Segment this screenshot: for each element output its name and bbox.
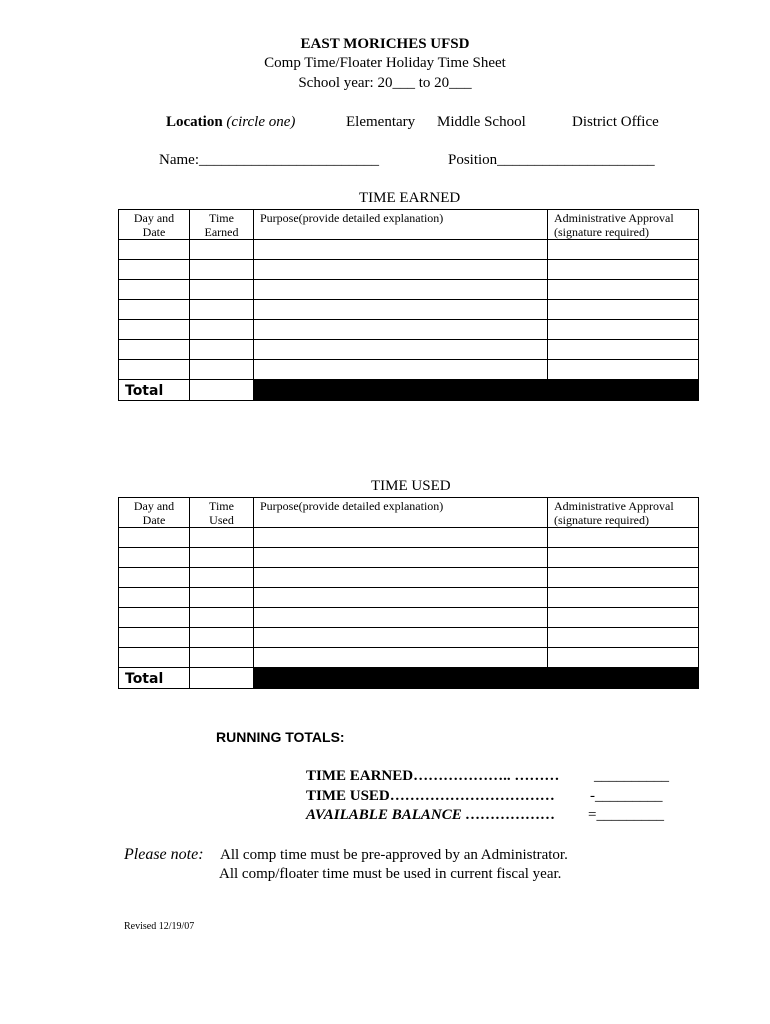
table-row <box>119 300 699 320</box>
cell-input[interactable] <box>254 320 548 340</box>
header-time-used: Time Used <box>190 498 254 528</box>
header-time-earned: Time Earned <box>190 210 254 240</box>
cell-input[interactable] <box>119 280 190 300</box>
form-title: Comp Time/Floater Holiday Time Sheet <box>264 55 506 71</box>
cell-input[interactable] <box>190 628 254 648</box>
cell-input[interactable] <box>254 648 548 668</box>
cell-input[interactable] <box>548 320 699 340</box>
cell-input[interactable] <box>254 568 548 588</box>
cell-input[interactable] <box>190 340 254 360</box>
table-row <box>119 340 699 360</box>
cell-input[interactable] <box>190 320 254 340</box>
cell-input[interactable] <box>119 360 190 380</box>
cell-input[interactable] <box>254 280 548 300</box>
table-row <box>119 260 699 280</box>
cell-input[interactable] <box>190 300 254 320</box>
cell-input[interactable] <box>548 648 699 668</box>
cell-input[interactable] <box>190 568 254 588</box>
table-row <box>119 548 699 568</box>
table-row <box>119 608 699 628</box>
cell-input[interactable] <box>119 548 190 568</box>
table-header-row <box>119 210 699 240</box>
time-used-total-field[interactable]: -_________ <box>590 788 663 804</box>
location-option-elementary[interactable]: Elementary <box>346 114 416 130</box>
cell-input[interactable] <box>119 628 190 648</box>
header-day-date: Day and Date <box>119 498 190 528</box>
available-balance-field[interactable]: =_________ <box>588 807 664 823</box>
time-earned-title: TIME EARNED <box>359 190 461 206</box>
header-approval: Administrative Approval (signature required) <box>548 498 699 528</box>
name-field[interactable]: Name:________________________ <box>159 152 379 168</box>
cell-input[interactable] <box>190 260 254 280</box>
cell-input[interactable] <box>254 608 548 628</box>
cell-input[interactable] <box>119 240 190 260</box>
available-balance-label: AVAILABLE BALANCE ……………… <box>306 807 556 823</box>
time-earned-total-label: TIME EARNED……………….. ……… <box>306 768 560 784</box>
cell-input[interactable] <box>190 280 254 300</box>
cell-input[interactable] <box>548 280 699 300</box>
cell-input[interactable] <box>119 340 190 360</box>
revised-date: Revised 12/19/07 <box>124 921 195 932</box>
header-approval: Administrative Approval (signature required) <box>548 210 699 240</box>
district-name: EAST MORICHES UFSD <box>300 36 470 52</box>
cell-input[interactable] <box>254 240 548 260</box>
cell-input[interactable] <box>254 260 548 280</box>
total-blackout <box>254 668 699 689</box>
note-label: Please note: <box>124 846 204 863</box>
cell-input[interactable] <box>548 300 699 320</box>
cell-input[interactable] <box>548 240 699 260</box>
cell-input[interactable] <box>548 588 699 608</box>
cell-input[interactable] <box>190 588 254 608</box>
location-label-group <box>166 114 295 131</box>
location-option-middle-school[interactable]: Middle School <box>437 114 526 130</box>
table-row <box>119 240 699 260</box>
cell-input[interactable] <box>254 340 548 360</box>
table-row <box>119 360 699 380</box>
cell-input[interactable] <box>119 588 190 608</box>
time-earned-total-field[interactable]: __________ <box>594 768 669 784</box>
header-purpose: Purpose(provide detailed explanation) <box>254 210 548 240</box>
header-day-date: Day and Date <box>119 210 190 240</box>
total-row <box>119 668 699 689</box>
cell-input[interactable] <box>548 528 699 548</box>
cell-input[interactable] <box>254 300 548 320</box>
cell-input[interactable] <box>548 548 699 568</box>
cell-input[interactable] <box>119 528 190 548</box>
cell-input[interactable] <box>548 260 699 280</box>
cell-input[interactable] <box>190 548 254 568</box>
table-header-row <box>119 498 699 528</box>
cell-input[interactable] <box>254 548 548 568</box>
time-used-title: TIME USED <box>371 478 451 494</box>
table-row <box>119 528 699 548</box>
note-line-2: All comp/floater time must be used in current fiscal year. <box>219 866 562 882</box>
cell-input[interactable] <box>254 528 548 548</box>
total-label: Total <box>119 668 190 689</box>
cell-input[interactable] <box>119 568 190 588</box>
cell-input[interactable] <box>548 628 699 648</box>
table-row <box>119 648 699 668</box>
running-totals-title: RUNNING TOTALS: <box>216 729 345 745</box>
cell-input[interactable] <box>119 260 190 280</box>
table-row <box>119 320 699 340</box>
note-line-1: All comp time must be pre-approved by an Administrator. <box>220 847 568 863</box>
cell-input[interactable] <box>190 608 254 628</box>
time-used-table <box>118 497 699 689</box>
location-hint: (circle one) <box>226 114 296 130</box>
cell-input[interactable] <box>119 300 190 320</box>
cell-input[interactable] <box>119 608 190 628</box>
position-field[interactable]: Position_____________________ <box>448 152 655 168</box>
table-row <box>119 280 699 300</box>
table-row <box>119 588 699 608</box>
table-row <box>119 568 699 588</box>
total-label: Total <box>119 380 190 401</box>
location-option-district-office[interactable]: District Office <box>572 114 659 130</box>
cell-input[interactable] <box>548 360 699 380</box>
header-purpose: Purpose(provide detailed explanation) <box>254 498 548 528</box>
cell-input[interactable] <box>548 608 699 628</box>
cell-input[interactable] <box>254 360 548 380</box>
cell-input[interactable] <box>548 340 699 360</box>
time-used-total-label: TIME USED…………………………… <box>306 788 555 804</box>
school-year-field: School year: 20___ to 20___ <box>298 75 472 91</box>
cell-input[interactable] <box>190 648 254 668</box>
cell-input[interactable] <box>254 588 548 608</box>
cell-input[interactable] <box>190 240 254 260</box>
cell-input[interactable] <box>190 528 254 548</box>
total-used-input[interactable] <box>190 668 254 689</box>
cell-input[interactable] <box>548 568 699 588</box>
total-row <box>119 380 699 401</box>
cell-input[interactable] <box>190 360 254 380</box>
location-label: Location <box>166 114 223 130</box>
table-row <box>119 628 699 648</box>
cell-input[interactable] <box>119 648 190 668</box>
cell-input[interactable] <box>254 628 548 648</box>
cell-input[interactable] <box>119 320 190 340</box>
total-blackout <box>254 380 699 401</box>
time-earned-table <box>118 209 699 401</box>
total-earned-input[interactable] <box>190 380 254 401</box>
